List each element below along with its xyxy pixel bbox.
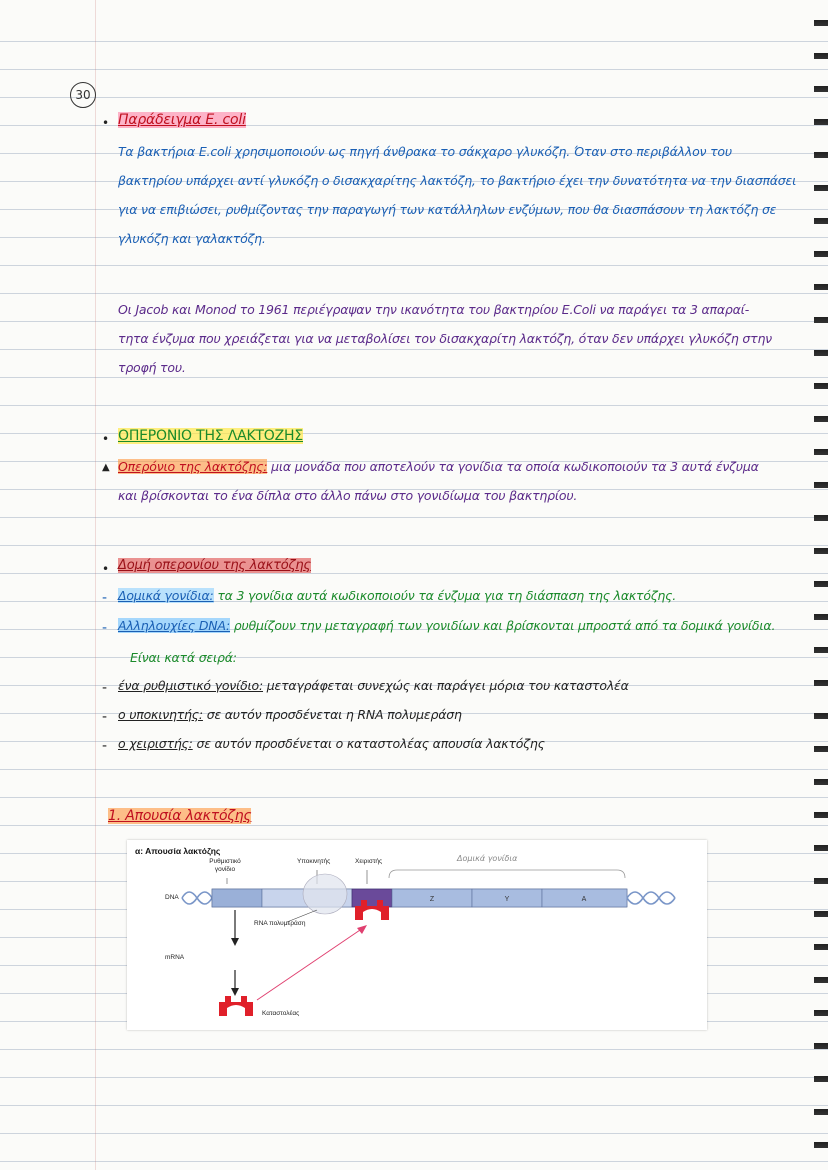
dash: -: [102, 738, 108, 754]
structural-genes-term: Δομικά γονίδια:: [118, 588, 214, 603]
dna-sequences-text: ρυθμίζουν την μεταγραφή των γονιδίων και βρίσκονται μπροστά από τα δομικά γονίδια.: [233, 618, 776, 633]
operator-segment: [352, 889, 392, 907]
label-rna-polymerase: RNA πολυμεράση: [254, 920, 306, 927]
margin-line: [95, 0, 96, 1170]
promoter-text: σε αυτόν προσδένεται η RNA πολυμεράση: [206, 707, 462, 722]
bullet: ▲: [102, 462, 110, 473]
dash: -: [102, 709, 108, 725]
label-structural-genes: Δομικά γονίδια: [457, 854, 518, 863]
promoter-line: [118, 707, 462, 722]
section-title-structure: Δομή οπερονίου της λακτόζης: [118, 558, 311, 573]
structural-bracket: [389, 870, 625, 878]
dash: -: [102, 620, 108, 636]
structural-genes-line: [118, 588, 676, 603]
order-intro: Είναι κατά σειρά:: [130, 650, 237, 665]
para1-line4: γλυκόζη και γαλακτόζη.: [118, 231, 266, 246]
gene-z-label: Z: [429, 896, 435, 903]
para1-line3: για να επιβιώσει, ρυθμίζοντας την παραγωγή των κατάλληλων ενζύμων, που θα διασπάσουν τη λακτόζη σε: [118, 202, 777, 217]
dash: -: [102, 590, 108, 606]
dna-sequences-term: Αλληλουχίες DNA:: [118, 618, 231, 633]
regulator-gene-segment: [212, 889, 262, 907]
rna-polymerase-shape: [303, 874, 347, 914]
label-operator: Χειριστής: [355, 858, 383, 865]
section-title-absence: 1. Απουσία λακτόζης: [108, 808, 252, 824]
operon-diagram: [127, 840, 707, 1030]
para2-line1: Οι Jacob και Monod το 1961 περιέγραψαν την ικανότητα του βακτηρίου E.Coli να παράγει τα 3 απαραί-: [118, 302, 750, 317]
operon-definition-line2: και βρίσκονται το ένα δίπλα στο άλλο πάνω στο γονιδίωμα του βακτηρίου.: [118, 488, 578, 503]
regulator-term: ένα ρυθμιστικό γονίδιο:: [118, 678, 264, 693]
gene-y-label: Y: [504, 896, 510, 903]
repressor-free: [219, 996, 253, 1016]
regulator-text: μεταγράφεται συνεχώς και παράγει μόρια του καταστολέα: [266, 678, 629, 693]
label-repressor: Καταστολέας: [262, 1010, 300, 1017]
bullet: •: [102, 116, 110, 130]
label-dna: DNA: [165, 894, 179, 901]
dna-sequences-line: [118, 618, 775, 633]
para1-line2: βακτηρίου υπάρχει αντί γλυκόζη ο δισακχαρίτης λακτόζη, το βακτήριο έχει την δυνατότητα να την διασπάσει: [118, 173, 797, 188]
bullet: •: [102, 562, 110, 576]
gene-a-label: A: [581, 896, 587, 903]
operator-line: [118, 736, 545, 751]
dash: -: [102, 680, 108, 696]
operator-text: σε αυτόν προσδένεται ο καταστολέας απουσία λακτόζης: [196, 736, 545, 751]
figure-title: α: Απουσία λακτόζης: [135, 846, 221, 856]
para2-line3: τροφή του.: [118, 360, 186, 375]
label-promoter: Υποκινητής: [297, 858, 331, 865]
section-title-operon: ΟΠΕΡΟΝΙΟ ΤΗΣ ΛΑΚΤΟΖΗΣ: [118, 428, 303, 444]
operon-term: Οπερόνιο της λακτόζης:: [118, 459, 268, 474]
page-number: 30: [70, 82, 96, 108]
lac-operon-figure: [127, 840, 707, 1030]
operon-definition-line1: [118, 459, 759, 474]
para2-line2: τητα ένζυμα που χρειάζεται για να μεταβολίσει τον δισακχαρίτη λακτόζη, όταν δεν υπάρχει γλυκόζη στην: [118, 331, 772, 346]
para1-line1: Τα βακτήρια E.coli χρησιμοποιούν ως πηγή άνθρακα το σάκχαρο γλυκόζη. Όταν στο περιβάλλον του: [118, 144, 732, 159]
operon-def-text1: μια μονάδα που αποτελούν τα γονίδια τα οποία κωδικοποιούν τα 3 αυτά ένζυμα: [271, 459, 759, 474]
label-regulator-gene: Ρυθμιστικό γονίδιο: [209, 858, 241, 873]
bullet: •: [102, 432, 110, 446]
spiral-binding: [806, 0, 828, 1170]
label-mrna: mRNA: [165, 954, 185, 961]
promoter-term: ο υποκινητής:: [118, 707, 203, 722]
dna-helix-right: [627, 892, 675, 904]
structural-genes-text: τα 3 γονίδια αυτά κωδικοποιούν τα ένζυμα για τη διάσπαση της λακτόζης.: [217, 588, 677, 603]
operator-term: ο χειριστής:: [118, 736, 193, 751]
section-title-ecoli: Παράδειγμα E. coli: [118, 112, 246, 128]
repressor-binding-arrow: [257, 928, 363, 1000]
regulator-gene-line: [118, 678, 629, 693]
